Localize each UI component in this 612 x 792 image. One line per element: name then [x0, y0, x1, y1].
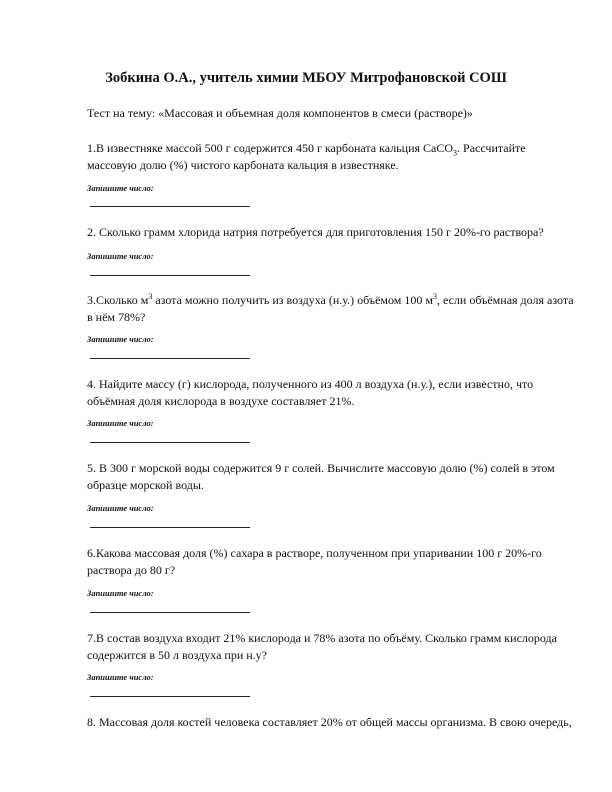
- answer-line-7[interactable]: [90, 696, 250, 697]
- question-7: 7.В состав воздуха входит 21% кислорода и 78% азота по объёму. Сколько грамм кислорода содержится в 50 л воздуха при н.у?: [87, 631, 557, 662]
- answer-label-4: Запишите число:: [87, 418, 154, 428]
- answer-line-1[interactable]: [90, 206, 250, 207]
- question-6: 6.Какова массовая доля (%) сахара в растворе, полученном при упаривании 100 г 20%-го раствора до 80 г?: [87, 546, 542, 577]
- answer-line-5[interactable]: [90, 527, 250, 528]
- question-8: 8. Массовая доля костей человека составляет 20% от общей массы организма. В свою очередь,: [87, 715, 572, 729]
- answer-label-3: Запишите число:: [87, 334, 154, 344]
- answer-label-2: Запишите число:: [87, 251, 154, 261]
- question-5: 5. В 300 г морской воды содержится 9 г солей. Вычислите массовую долю (%) солей в этом образце морской воды.: [87, 461, 555, 492]
- question-2: 2. Сколько грамм хлорида натрия потребуется для приготовления 150 г 20%-го раствора?: [87, 225, 544, 239]
- question-4: 4. Найдите массу (г) кислорода, полученного из 400 л воздуха (н.у.), если известно, что объёмная доля кислорода в воздухе составляет 21%.: [87, 377, 534, 408]
- answer-line-6[interactable]: [90, 612, 250, 613]
- answer-line-2[interactable]: [90, 275, 250, 276]
- answer-label-7: Запишите число:: [87, 672, 154, 682]
- answer-label-6: Запишите число:: [87, 588, 154, 598]
- answer-line-3[interactable]: [90, 358, 250, 359]
- question-1: 1.В известняке массой 500 г содержится 450 г карбоната кальция CaCO$_3$. Рассчитайте массовую долю (%) чистого карбоната кальция в известняке.: [87, 141, 526, 172]
- question-3: 3.Сколько $м^3$ азота можно получить из воздуха (н.у.) объёмом 100 $м^3$, если объёмная доля азота в нём 78%?: [87, 292, 574, 324]
- answer-label-5: Запишите число:: [87, 503, 154, 513]
- test-topic: Тест на тему: «Массовая и объемная доля компонентов в смеси (растворе)»: [87, 106, 473, 120]
- author-title: Зобкина О.А., учитель химии МБОУ Митрофановской СОШ: [105, 70, 507, 86]
- answer-line-4[interactable]: [90, 442, 250, 443]
- answer-label-1: Запишите число:: [87, 183, 154, 193]
